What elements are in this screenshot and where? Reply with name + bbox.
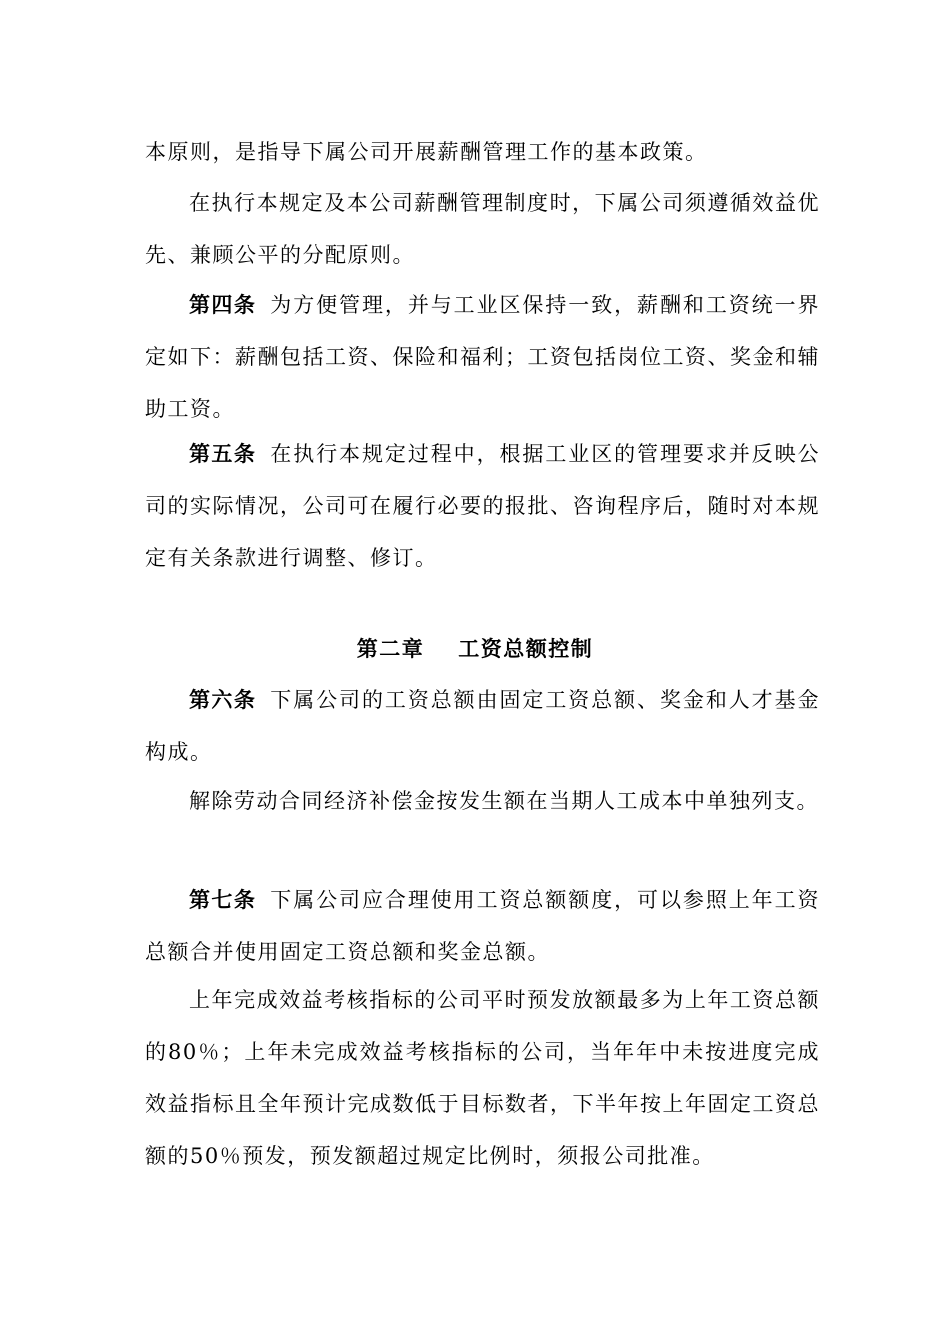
paragraph-principle-end [145, 126, 820, 178]
chapter-title: 工资总额控制 [458, 636, 594, 661]
article-number: 第六条 [189, 687, 257, 712]
chapter-number: 第二章 [356, 636, 425, 661]
paragraph-severance-pay [145, 775, 820, 827]
paragraph-text: 在执行本规定及本公司薪酬管理制度时，下属公司须遵循效益优先、兼顾公平的分配原则。 [145, 191, 820, 267]
article-6 [145, 674, 820, 778]
article-4 [145, 279, 820, 435]
chapter-heading [145, 627, 805, 671]
article-number: 第四条 [189, 292, 257, 317]
paragraph-text: 在执行本规定过程中，根据工业区的管理要求并反映公司的实际情况，公司可在履行必要的报批、咨询程序后，随时对本规定有关条款进行调整、修订。 [145, 442, 821, 570]
paragraph-text: 本原则，是指导下属公司开展薪酬管理工作的基本政策。 [145, 140, 708, 164]
article-7 [145, 874, 820, 978]
article-number: 第七条 [189, 887, 257, 912]
paragraph-advance-payment [145, 974, 820, 1182]
paragraph-text: 上年完成效益考核指标的公司平时预发放额最多为上年工资总额的80％；上年未完成效益考核指标的公司，当年年中未按进度完成效益指标且全年预计完成数低于目标数者，下半年按上年固定工资总额的50％预发，预发额超过规定比例时，须报公司批准。 [145, 988, 820, 1168]
paragraph-distribution-principle [145, 177, 820, 281]
paragraph-text: 下属公司应合理使用工资总额额度，可以参照上年工资总额合并使用固定工资总额和奖金总额。 [145, 888, 821, 964]
paragraph-text: 下属公司的工资总额由固定工资总额、奖金和人才基金构成。 [145, 688, 821, 764]
article-number: 第五条 [189, 441, 257, 466]
article-5 [145, 428, 820, 584]
paragraph-text: 解除劳动合同经济补偿金按发生额在当期人工成本中单独列支。 [189, 789, 819, 813]
paragraph-text: 为方便管理，并与工业区保持一致，薪酬和工资统一界定如下：薪酬包括工资、保险和福利；工资包括岗位工资、奖金和辅助工资。 [145, 293, 821, 421]
